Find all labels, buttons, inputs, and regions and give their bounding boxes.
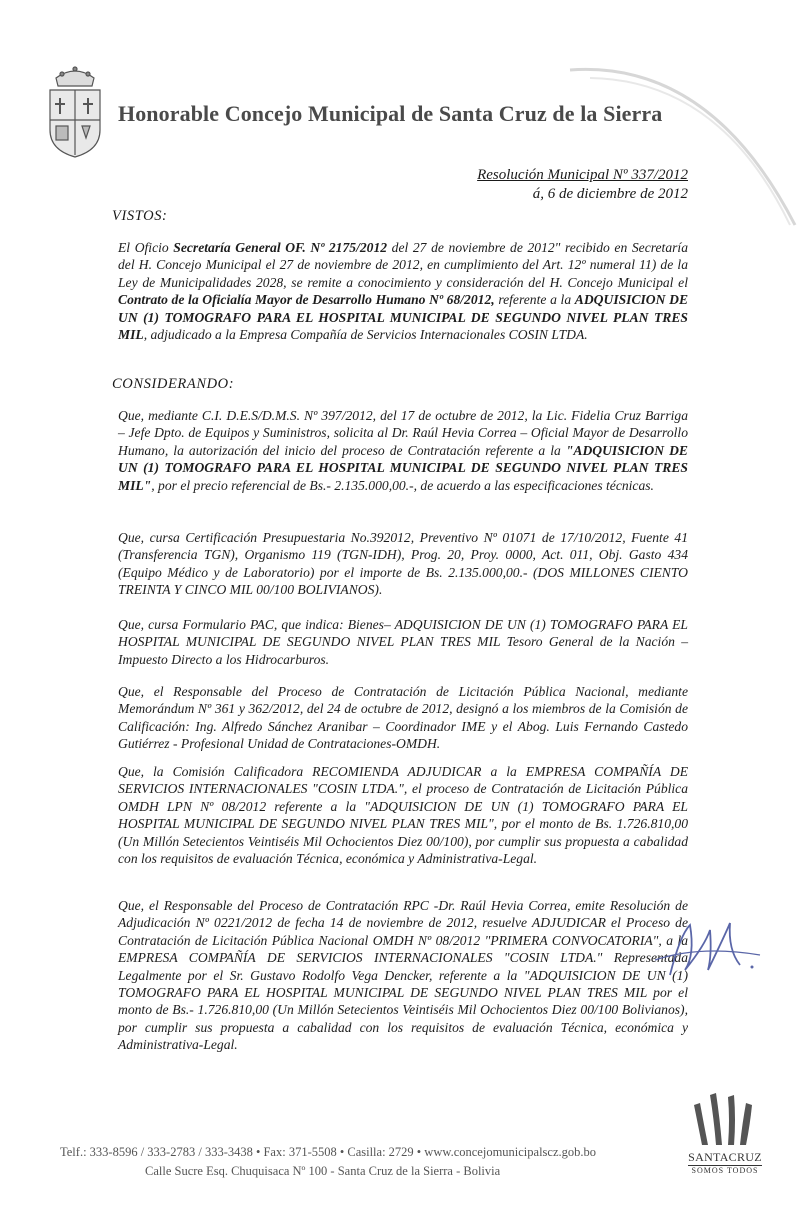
- handwritten-signature: [650, 915, 770, 985]
- text-run: referente a la: [494, 292, 575, 308]
- santa-cruz-logo-subtext: SOMOS TODOS: [688, 1165, 762, 1175]
- resolution-date: á, 6 de diciembre de 2012: [532, 186, 688, 202]
- text-run: , adjudicado a la Empresa Compañía de Servicios Internacionales COSIN LTDA.: [143, 327, 588, 343]
- santa-cruz-logo-text: SANTACRUZ: [688, 1150, 762, 1164]
- organization-title: Honorable Concejo Municipal de Santa Cruz de la Sierra: [118, 101, 663, 126]
- vistos-heading: VISTOS:: [112, 208, 168, 224]
- text-run: El Oficio: [118, 240, 174, 255]
- text-run: , por el precio referencial de Bs.- 2.135.000,00.-, de acuerdo a las especificaciones técnicas.: [151, 477, 654, 493]
- text-run: Que, mediante C.I. D.E.S/D.M.S. Nº 397/2012, del 17 de octubre de 2012, la Lic. Fidelia Cruz Barriga – Jefe Dpto. de Equipos y Suministros, solicita al Dr. Raúl Hevia Correa – Oficial Mayor de Desarrollo Humano, la autorización del inicio del proceso de Contratación referente a la: [118, 408, 688, 458]
- text-run-bold: "ADQUISICION DE UN (1) TOMOGRAFO PARA EL HOSPITAL MUNICIPAL DE SEGUNDO NIVEL PLAN TRES MIL": [118, 442, 688, 493]
- considerando-paragraph-5: Que, la Comisión Calificadora RECOMIENDA ADJUDICAR a la EMPRESA COMPAÑÍA DE SERVICIOS INTERNACIONALES "COSIN LTDA.", el proceso de Contratación de Licitación Pública OMDH LPN Nº 08/2012 referente a la "ADQUISICION DE UN (1) TOMOGRAFO PARA EL HOSPITAL MUNICIPAL DE SEGUNDO NIVEL PLAN TRES MIL", por el monto de Bs. 1.726.810,00 (Un Millón Setecientos Veintiséis Mil Ochocientos Diez 00/100), por cumplir sus propuesta a cabalidad con los requisitos de evaluación Técnica, económica y Administrativa-Legal.: [118, 764, 688, 867]
- coat-of-arms-icon: [44, 60, 106, 160]
- footer-contact: Telf.: 333-8596 / 333-2783 / 333-3438 • Fax: 371-5508 • Casilla: 2729 • www.concejomunicipalscz.gob.bo: [60, 1145, 597, 1159]
- text-run: del 27 de noviembre de 2012" recibido en Secretaría del H. Concejo Municipal el 27 de noviembre de 2012, en cumplimiento del Art. 12º numeral 11) de la Ley de Municipalidades 2028, se remite a conocimiento y consideración del H. Concejo Municipal el: [118, 240, 688, 290]
- text-run-bold: Secretaría General OF. Nº 2175/2012: [173, 240, 388, 255]
- resolution-block: [477, 166, 688, 204]
- considerando-paragraph-2: Que, cursa Certificación Presupuestaria No.392012, Preventivo Nº 01071 de 17/10/2012, Fuente 41 (Transferencia TGN), Organismo 119 (TGN-IDH), Prog. 20, Proy. 0000, Act. 011, Obj. Gasto 434 (Equipo Médico y de Laboratorio) por el importe de Bs. 2.135.000,00.- (DOS MILLONES CIENTO TREINTA Y CINCO MIL 00/100 BOLIVIANOS).: [118, 530, 688, 598]
- vistos-paragraph: [118, 239, 688, 343]
- resolution-title: Resolución Municipal Nº 337/2012: [477, 167, 688, 183]
- footer-address: Calle Sucre Esq. Chuquisaca Nº 100 - Santa Cruz de la Sierra - Bolivia: [145, 1164, 501, 1178]
- considerando-heading: CONSIDERANDO:: [112, 376, 235, 392]
- text-run-bold: ADQUISICION DE UN (1) TOMOGRAFO PARA EL HOSPITAL MUNICIPAL DE SEGUNDO NIVEL PLAN TRES MIL: [118, 292, 689, 343]
- considerando-paragraph-6: Que, el Responsable del Proceso de Contratación RPC -Dr. Raúl Hevia Correa, emite Resolución de Adjudicación Nº 0221/2012 de fecha 14 de noviembre de 2012, resuelve ADJUDICAR el Proceso de Contratación de Licitación Pública Nacional OMDH Nº 08/2012 "PRIMERA CONVOCATORIA", a la EMPRESA COMPAÑÍA DE SERVICIOS INTERNACIONALES "COSIN LTDA." Representada Legalmente por el Sr. Gustavo Rodolfo Vega Dencker, referente a la "ADQUISICION DE UN (1) TOMOGRAFO PARA EL HOSPITAL MUNICIPAL DE SEGUNDO NIVEL PLAN TRES MIL por el monto de Bs.- 1.726.810,00 (Un Millón Setecientos Veintiséis Mil Ochocientos Diez 00/100 Bolivianos), por cumplir sus propuesta a cabalidad con los requisitos de evaluación Técnica, económica y Administrativa-Legal.: [118, 898, 688, 1053]
- text-run-bold: Contrato de la Oficialía Mayor de Desarrollo Humano Nº 68/2012,: [118, 292, 495, 308]
- considerando-paragraph-1: [118, 407, 688, 494]
- considerando-paragraph-4: Que, el Responsable del Proceso de Contratación de Licitación Pública Nacional, mediante Memorándum Nº 361 y 362/2012, del 24 de octubre de 2012, designó a los miembros de la Comisión de Calificación: Ing. Alfredo Sánchez Aranibar – Coordinador IME y el Abog. Luis Fernando Castedo Gutiérrez - Profesional Unidad de Contrataciones-OMDH.: [118, 684, 688, 752]
- considerando-paragraph-3: Que, cursa Formulario PAC, que indica: Bienes– ADQUISICION DE UN (1) TOMOGRAFO PARA EL HOSPITAL MUNICIPAL DE SEGUNDO NIVEL PLAN TRES MIL Tesoro General de la Nación – Impuesto Directo a los Hidrocarburos.: [118, 617, 688, 667]
